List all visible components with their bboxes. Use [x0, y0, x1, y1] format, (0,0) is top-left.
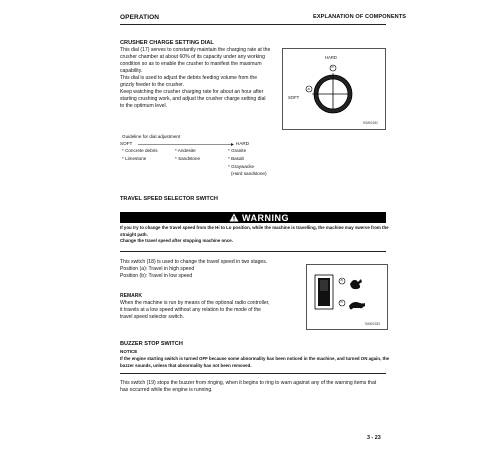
switch-illustration [307, 265, 387, 329]
travel-line: Position (b): Travel in low speed [120, 273, 193, 279]
notice-line: buzzer sounds, unless that abnormality has not been removed. [120, 362, 252, 368]
rock-type: * Sandstone [175, 156, 201, 161]
remark-line: When the machine is run by means of the optional radio controller, [120, 300, 270, 306]
page-number: 3 - 23 [367, 435, 381, 441]
switch-figure [306, 264, 388, 330]
divider [120, 251, 386, 252]
scale-hard: HARD [236, 141, 250, 146]
remark-text [120, 300, 320, 321]
warning-line: Change the travel speed after stopping machine once. [120, 238, 233, 244]
crusher-line: condition so as to enable the crusher to manifest the maximum [120, 61, 262, 67]
section-title: OPERATION [120, 14, 160, 21]
chapter-title: EXPLANATION OF COMPONENTS [313, 14, 407, 20]
rock-type: * Granite [228, 148, 247, 153]
travel-heading: TRAVEL SPEED SELECTOR SWITCH [120, 196, 218, 202]
buzzer-heading: BUZZER STOP SWITCH [120, 341, 183, 347]
crusher-line: capability. [120, 68, 143, 74]
crusher-line: This dial is used to adjust the debris feeding volume from the [120, 75, 258, 81]
buzzer-line: has occurred while the engine is running. [120, 387, 213, 393]
buzzer-description [120, 380, 390, 394]
warning-line: If you try to change the travel speed from the Hi to Lo position, while the machine is travelling, the machine may swerve from the [120, 225, 389, 230]
scale-arrow [138, 142, 234, 147]
scale-soft: SOFT [120, 141, 133, 146]
notice-label: NOTICE [120, 349, 138, 354]
rock-type: * Graywacke [228, 164, 255, 169]
divider [120, 373, 386, 374]
remark-line: it travels at a low speed without any relation to the mode of the [120, 307, 262, 313]
crusher-line: starting crushing work, and adjust the crusher charge setting dial [120, 96, 266, 102]
crusher-line: Keep watching the crusher charging rate for about an hour after [120, 89, 264, 95]
crusher-heading: CRUSHER CHARGE SETTING DIAL [120, 40, 214, 46]
buzzer-line: This switch (19) stops the buzzer from ringing, when it begins to ring to warn against any of the warning items that [120, 380, 377, 386]
remark-line: travel speed selector switch. [120, 314, 184, 320]
remark-label: REMARK [120, 293, 142, 299]
rock-type: * Andesite [175, 148, 196, 153]
dial-figure [282, 48, 386, 130]
dial-illustration [283, 49, 385, 129]
turtle-icon [349, 302, 365, 309]
rock-type: * Concrete debris [122, 148, 158, 153]
figure-number: 9JM02183 [365, 322, 380, 326]
rock-type: * Basalt [228, 156, 244, 161]
header-rule [120, 24, 386, 25]
marker-a-label: a [307, 86, 310, 91]
travel-description [120, 259, 320, 280]
crusher-line: This dial (17) serves to constantly maintain the charging rate at the [120, 47, 271, 53]
rabbit-icon [350, 279, 362, 289]
warning-label: WARNING [242, 212, 289, 223]
marker-b-label: b [331, 65, 334, 69]
crusher-line: to the optimum level. [120, 103, 167, 109]
warning-line: straight path. [120, 231, 148, 237]
figure-number: 9JM02182 [363, 121, 378, 125]
guideline-title: Guideline for dial adjustment [122, 134, 181, 139]
hard-label: HARD [325, 55, 337, 60]
marker-a-label: a [340, 278, 343, 282]
rock-type: * Limestone [122, 156, 147, 161]
warning-banner [120, 212, 386, 223]
travel-line: Position (a): Travel in high speed [120, 266, 195, 272]
crusher-line: grizzly feeder to the crusher. [120, 82, 184, 88]
crusher-line: crusher chamber at about 60% of its capacity under any working [120, 54, 265, 60]
notice-text [120, 356, 390, 369]
notice-line: If the engine starting switch is turned OFF because some abnormality has been noticed in the machine, and turned ON again, the [120, 356, 390, 361]
rock-type-note: (Hard sandstone) [231, 171, 267, 176]
soft-label: SOFT [288, 95, 300, 100]
marker-b-label: b [340, 300, 343, 304]
crusher-description [120, 47, 280, 110]
warning-text [120, 225, 390, 245]
warning-icon [229, 213, 239, 222]
travel-line: This switch (18) is used to change the travel speed in two stages. [120, 259, 268, 265]
